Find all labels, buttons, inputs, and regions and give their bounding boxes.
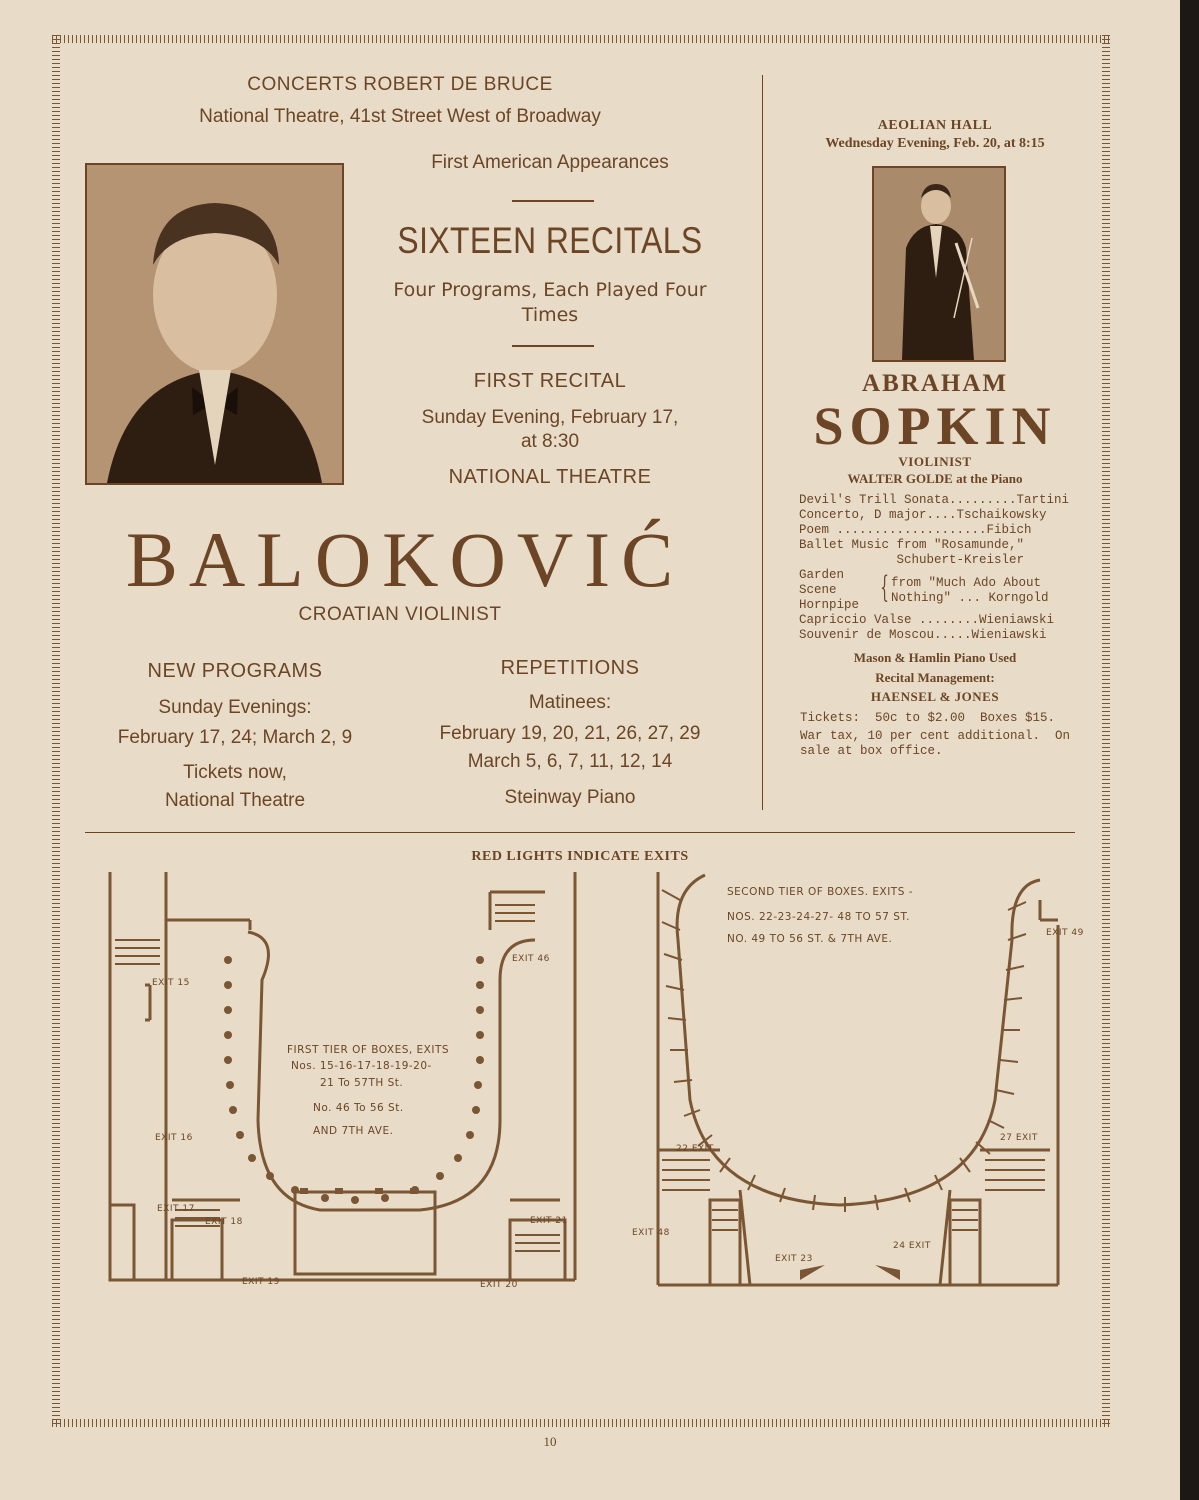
first-tier-line: AND 7TH AVE. [313,1125,394,1137]
first-tier-line: No. 46 To 56 St. [313,1102,404,1114]
exit-label: EXIT 48 [632,1228,670,1238]
brace-glyph: { [880,570,889,605]
program-item: Nothing" ... Korngold [891,591,1049,605]
second-tier-title: SECOND TIER OF BOXES. EXITS - [727,886,914,898]
exit-label: EXIT 19 [242,1277,280,1287]
exit-label: EXIT 18 [205,1217,243,1227]
series-title: SIXTEEN RECITALS [397,220,703,261]
border-right [1102,35,1110,1427]
sopkin-first-name: ABRAHAM [862,370,1008,397]
sopkin-last-name: SOPKIN [813,396,1057,456]
program-item: Devil's Trill Sonata.........Tartini [799,493,1070,507]
sopkin-portrait [872,166,1006,362]
program-item: Garden [799,568,845,582]
exit-label: EXIT 17 [157,1204,195,1214]
artist-name: BALOKOVIĆ [125,516,685,603]
program-item: Hornpipe [799,598,860,612]
balokovic-portrait [85,163,344,485]
management-name: HAENSEL & JONES [870,689,1000,704]
repetitions-line: March 5, 6, 7, 11, 12, 14 [467,751,673,772]
border-top [52,35,1110,43]
exit-label: EXIT 20 [480,1280,518,1290]
exit-label: EXIT 23 [775,1254,813,1264]
program-item: Souvenir de Moscou.....Wieniawski [799,628,1047,642]
section-divider [85,832,1075,833]
program-item: Scene [799,583,837,597]
column-divider [762,75,763,810]
repetitions-line: February 19, 20, 21, 26, 27, 29 [439,723,701,744]
first-tier-line: Nos. 15-16-17-18-19-20- [291,1060,432,1072]
plans-heading: RED LIGHTS INDICATE EXITS [471,849,689,864]
first-recital-heading: FIRST RECITAL [473,370,627,392]
piano-note: Mason & Hamlin Piano Used [853,650,1017,665]
intro-text: First American Appearances [431,152,669,173]
exit-label: EXIT 46 [512,954,550,964]
sopkin-descriptor: VIOLINIST [898,454,972,469]
new-programs-line: Sunday Evenings: [158,697,312,718]
exit-label: EXIT 15 [152,978,190,988]
program-item: Ballet Music from "Rosamunde," [799,538,1025,552]
management-label: Recital Management: [875,670,995,685]
repetitions-line: Steinway Piano [504,787,636,808]
new-programs-line: February 17, 24; March 2, 9 [117,727,353,748]
page-number: 10 [543,1434,557,1449]
border-bottom [52,1419,1110,1427]
national-theatre-heading: NATIONAL THEATRE [448,466,652,488]
tax-line: War tax, 10 per cent additional. On [800,729,1071,743]
second-tier-line: NO. 49 TO 56 ST. & 7TH AVE. [727,933,893,945]
divider [512,345,594,347]
exit-label: 24 EXIT [893,1241,931,1251]
artist-descriptor: CROATIAN VIOLINIST [298,604,502,625]
repetitions-heading: REPETITIONS [500,657,640,679]
venue-line: National Theatre, 41st Street West of Broadway [199,106,601,127]
repetitions-line: Matinees: [528,692,612,713]
second-tier-line: NOS. 22-23-24-27- 48 TO 57 ST. [727,911,910,923]
tickets-line: Tickets: 50c to $2.00 Boxes $15. [800,711,1056,725]
exit-label: EXIT 21 [530,1216,568,1226]
first-tier-line: 21 To 57TH St. [320,1077,404,1089]
sopkin-date: Wednesday Evening, Feb. 20, at 8:15 [825,136,1045,151]
program-item: Concerto, D major....Tschaikowsky [799,508,1047,522]
program-item: Schubert-Kreisler [799,553,1025,567]
program-item: Poem ....................Fibich [799,523,1032,537]
presenter-name: CONCERTS ROBERT DE BRUCE [247,74,553,95]
series-subtitle: Four Programs, Each Played Four Times [393,279,707,326]
sopkin-accompanist: WALTER GOLDE at the Piano [847,471,1023,486]
first-recital-time: at 8:30 [520,431,580,452]
divider [512,200,594,202]
new-programs-heading: NEW PROGRAMS [147,660,323,682]
new-programs-line: Tickets now, [183,762,287,783]
first-tier-title: FIRST TIER OF BOXES, EXITS [287,1044,450,1056]
new-programs-line: National Theatre [164,790,306,811]
exit-label: 27 EXIT [1000,1133,1038,1143]
first-recital-date: Sunday Evening, February 17, [421,407,679,428]
sopkin-hall: AEOLIAN HALL [877,118,993,133]
tax-line: sale at box office. [800,744,943,758]
program-item: from "Much Ado About [891,576,1042,590]
exit-label: EXIT 49 [1046,928,1084,938]
exit-label: EXIT 16 [155,1133,193,1143]
border-left [52,35,60,1427]
program-item: Capriccio Valse ........Wieniawski [799,613,1055,627]
exit-label: 22 EXIT [676,1144,714,1154]
